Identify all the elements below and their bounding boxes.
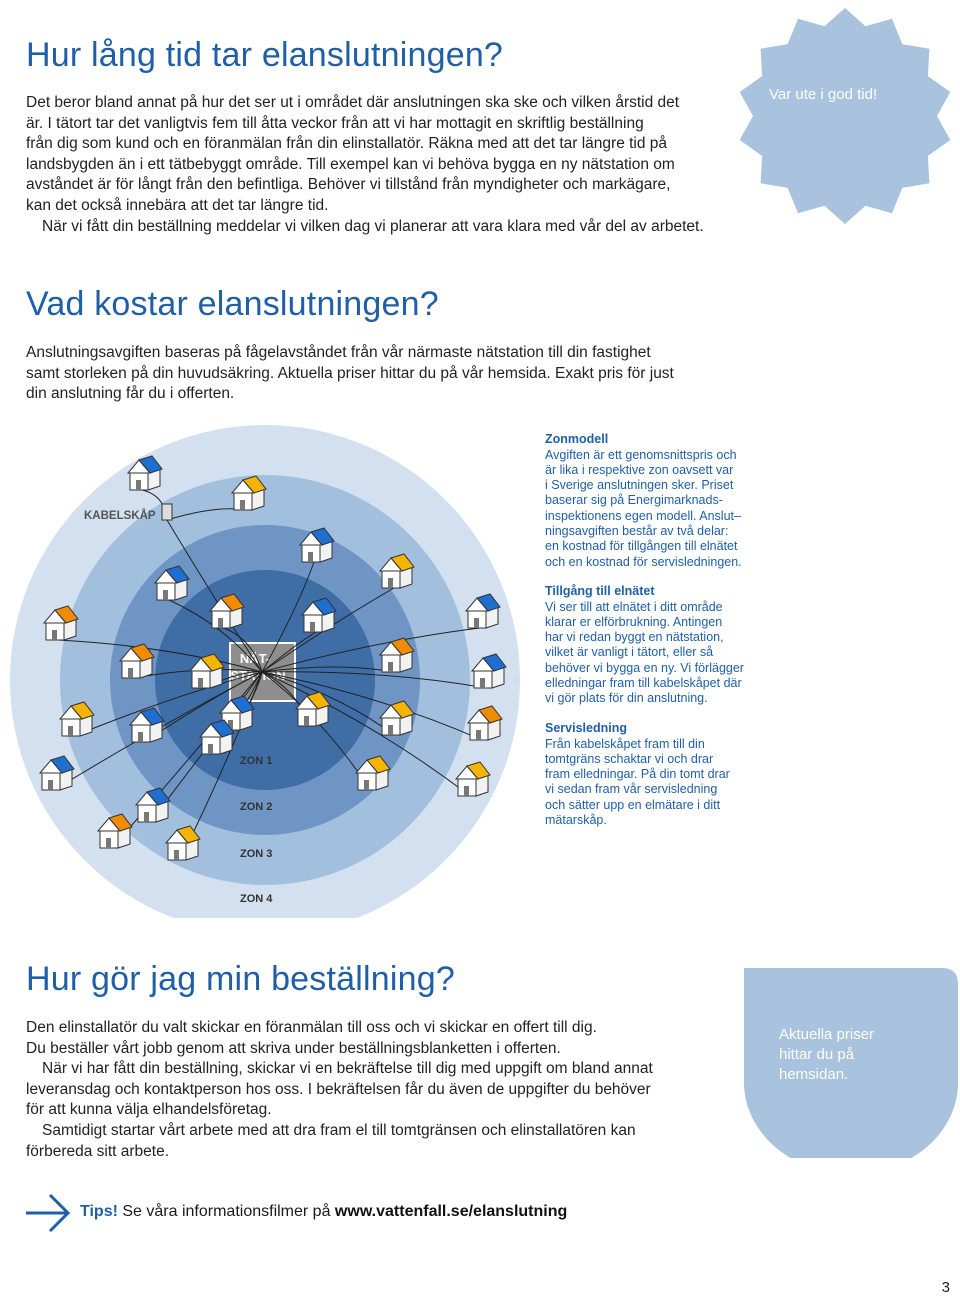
sidebar-line: tomtgräns schaktar vi och drar <box>545 751 714 766</box>
text-line: kan det också innebära att det tar längre tid. <box>26 196 329 214</box>
paragraph-time <box>26 93 766 237</box>
text-line: för att kunna välja elhandelsföretag. <box>26 1101 272 1119</box>
sidebar-line: och sätter upp en elmätare i ditt <box>545 797 721 812</box>
text-line: landsbygden än i ett tätbebyggt område. Till exempel kan vi behöva bygga en ny nätstation om <box>26 155 675 173</box>
text-line: När vi fått din beställning meddelar vi vilken dag vi planerar att vara klara med vår del av arbetet. <box>42 217 704 235</box>
page-number: 3 <box>941 1279 950 1296</box>
arrow-right-icon <box>24 1192 72 1234</box>
badge-line: hittar du på <box>779 1046 855 1063</box>
sidebar-line: behöver vi bygga en ny. Vi förlägger <box>545 660 744 675</box>
cable-cabinet-label: KABELSKÅP <box>84 510 156 522</box>
text-line: Det beror bland annat på hur det ser ut i området där anslutningen ska ske och vilken årstid det <box>26 94 680 111</box>
tips-line <box>80 1203 567 1221</box>
tips-label: Tips! <box>80 1203 118 1220</box>
text-line: avståndet är för långt från den befintliga. Behöver vi tillstånd från myndigheter och markägare, <box>26 176 671 194</box>
sidebar-line: elledningar fram till kabelskåpet där <box>545 675 742 690</box>
sidebar-line: klarar er elförbrukning. Antingen <box>545 614 723 629</box>
zone-diagram <box>0 418 530 918</box>
text-line: samt storleken på din huvudsäkring. Aktuella priser hittar du på vår hemsida. Exakt pris för just <box>26 364 674 382</box>
zone-label: ZON 3 <box>240 848 273 860</box>
sidebar-line: vi sedan fram vår servisledning <box>545 782 718 797</box>
zone-label: ZON 1 <box>240 755 273 767</box>
badge-text: Var ute i god tid! <box>769 86 878 103</box>
sidebar-line: Vi ser till att elnätet i ditt område <box>545 599 723 614</box>
sidebar-zonmodell <box>545 432 760 570</box>
badge-line: hemsidan. <box>779 1066 849 1083</box>
badge-prices <box>779 1025 874 1085</box>
badge-starburst <box>735 0 955 232</box>
sidebar-line: och en kostnad för servisledningen. <box>545 554 742 569</box>
zone-label: ZON 2 <box>240 801 273 813</box>
text-line: Samtidigt startar vårt arbete med att dra fram el till tomtgränsen och elinstallatören kan <box>42 1121 636 1139</box>
sidebar-line: en kostnad för tillgången till elnätet <box>545 539 738 554</box>
text-line: Du beställer vårt jobb genom att skriva under beställningsblanketten i offerten. <box>26 1039 561 1057</box>
text-line: förbereda sitt arbete. <box>26 1142 170 1160</box>
sidebar-line: vilket är vanligt i tätort, eller så <box>545 645 714 660</box>
text-line: från dig som kund och en föranmälan från din elinstallatör. Räkna med att det tar längre tid på <box>26 135 668 153</box>
sidebar-title: Zonmodell <box>545 432 609 446</box>
sidebar-line: baserar sig på Energimarknads- <box>545 493 723 508</box>
heading-time: Hur lång tid tar elanslutningen? <box>26 36 504 74</box>
sidebar-line: har vi redan byggt en nätstation, <box>545 630 724 645</box>
station-label: STATION <box>230 668 286 683</box>
station-label: NÄT- <box>239 651 271 666</box>
text-line: När vi har fått din beställning, skickar vi en bekräftelse till dig med uppgift om bland annat <box>42 1060 653 1078</box>
paragraph-order <box>26 1018 726 1162</box>
sidebar-line: ningsavgiften består av två delar: <box>545 523 729 538</box>
heading-order: Hur gör jag min beställning? <box>26 960 455 998</box>
sidebar-title: Tillgång till elnätet <box>545 584 655 598</box>
sidebar-line: fram elledningar. På din tomt drar <box>545 767 730 782</box>
tips-link[interactable]: www.vattenfall.se/elanslutning <box>334 1203 568 1220</box>
sidebar-line: vi gör plats för din anslutning. <box>545 691 708 706</box>
text-line: leveransdag och kontaktperson hos oss. I bekräftelsen får du även de uppgifter du behöver <box>26 1080 651 1098</box>
text-line: din anslutning får du i offerten. <box>26 385 235 403</box>
cable-cabinet-icon <box>162 504 172 520</box>
sidebar-line: Avgiften är ett genomsnittspris och <box>545 447 737 462</box>
text-line: Den elinstallatör du valt skickar en föranmälan till oss och vi skickar en offert till dig. <box>26 1019 597 1036</box>
sidebar-title: Servisledning <box>545 721 627 735</box>
zone-label: ZON 4 <box>240 893 273 905</box>
text-line: är. I tätort tar det vanligtvis fem till åtta veckor från att vi har mottagit en skriftlig beställning <box>26 114 644 132</box>
sidebar-line: i Sverige anslutningen sker. Priset <box>545 478 734 493</box>
text-line: Anslutningsavgiften baseras på fågelavståndet från vår närmaste nätstation till din fastighet <box>26 344 651 361</box>
sidebar-tillgang <box>545 584 760 707</box>
tips-text: Se våra informationsfilmer på <box>117 1203 335 1220</box>
sidebar-line: Från kabelskåpet fram till din <box>545 736 705 751</box>
paragraph-cost <box>26 343 746 405</box>
sidebar-line: mätarskåp. <box>545 812 607 827</box>
heading-cost: Vad kostar elanslutningen? <box>26 285 439 323</box>
sidebar-line: inspektionens egen modell. Anslut– <box>545 508 741 523</box>
badge-line: Aktuella priser <box>779 1026 875 1043</box>
sidebar-servis <box>545 721 760 828</box>
sidebar-line: är lika i respektive zon oavsett var <box>545 462 734 477</box>
